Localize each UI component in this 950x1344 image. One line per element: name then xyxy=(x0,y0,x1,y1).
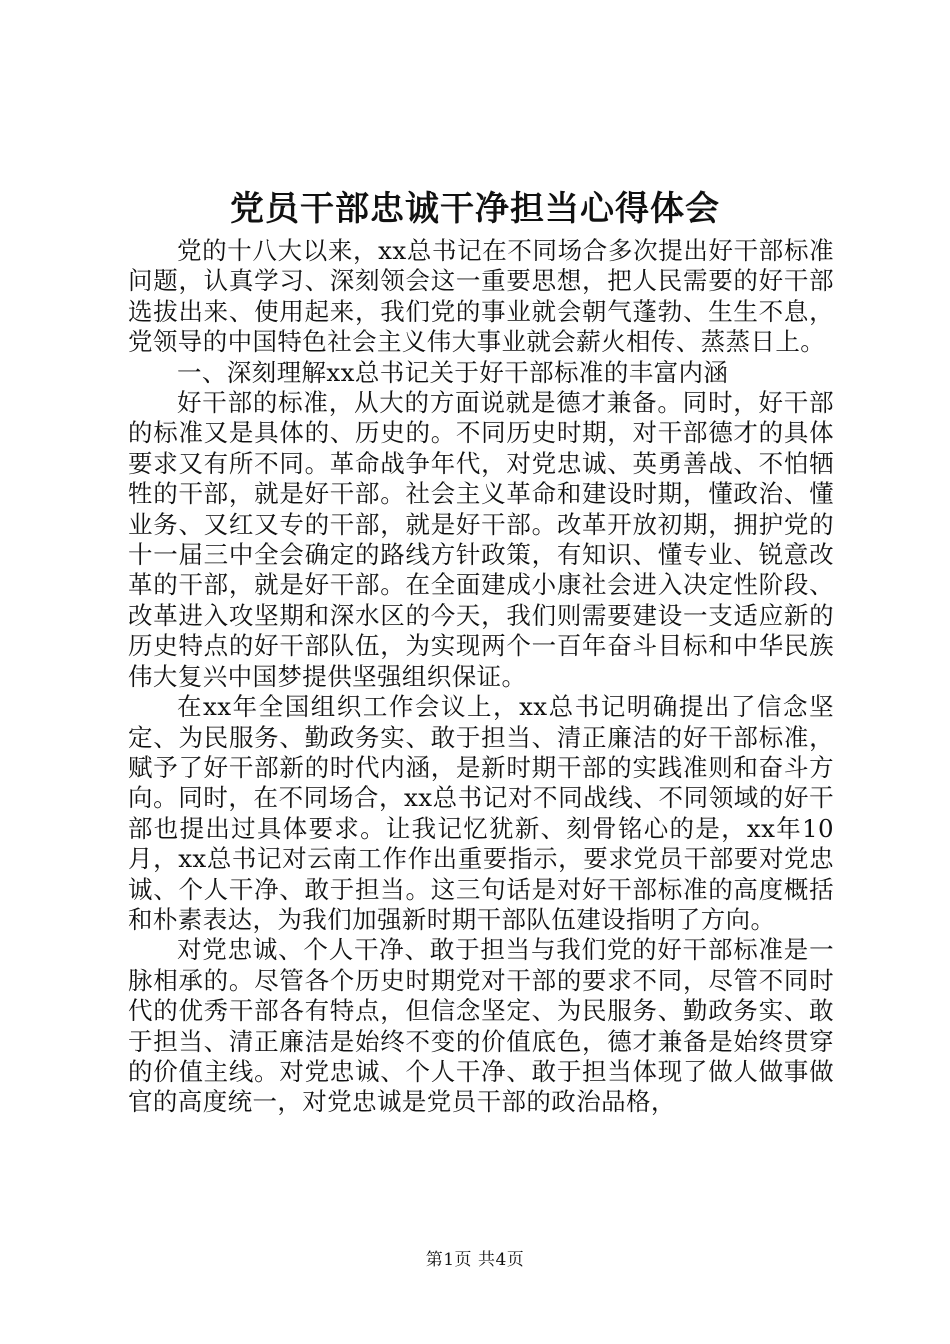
paragraph-loyalty: 对党忠诚、个人干净、敢于担当与我们党的好干部标准是一脉相承的。尽管各个历史时期党对干部的要求不同，尽管不同时代的优秀干部各有特点，但信念坚定、为民服务、勤政务实、敢于担当、清正廉洁是始终不变的价值底色，德才兼备是始终贯穿的价值主线。对党忠诚、个人干净、敢于担当体现了做人做事做官的高度统一，对党忠诚是党员干部的政治品格， xyxy=(128,935,834,1117)
document-body xyxy=(128,236,834,1118)
paragraph-standards: 好干部的标准，从大的方面说就是德才兼备。同时，好干部的标准又是具体的、历史的。不同历史时期，对干部德才的具体要求又有所不同。革命战争年代，对党忠诚、英勇善战、不怕牺牲的干部，就是好干部。社会主义革命和建设时期，懂政治、懂业务、又红又专的干部，就是好干部。改革开放初期，拥护党的十一届三中全会确定的路线方针政策，有知识、懂专业、锐意改革的干部，就是好干部。在全面建成小康社会进入决定性阶段、改革进入攻坚期和深水区的今天，我们则需要建设一支适应新的历史特点的好干部队伍，为实现两个一百年奋斗目标和中华民族伟大复兴中国梦提供坚强组织保证。 xyxy=(128,388,834,691)
paragraph-intro: 党的十八大以来，xx总书记在不同场合多次提出好干部标准问题，认真学习、深刻领会这一重要思想，把人民需要的好干部选拔出来、使用起来，我们党的事业就会朝气蓬勃、生生不息，党领导的中国特色社会主义伟大事业就会薪火相传、蒸蒸日上。 xyxy=(128,236,834,357)
document-title: 党员干部忠诚干净担当心得体会 xyxy=(230,189,720,229)
section-heading-1: 一、深刻理解xx总书记关于好干部标准的丰富内涵 xyxy=(177,357,729,387)
page-number-footer: 第1页 共4页 xyxy=(425,1250,525,1270)
paragraph-conference: 在xx年全国组织工作会议上，xx总书记明确提出了信念坚定、为民服务、勤政务实、敢于担当、清正廉洁的好干部标准，赋予了好干部新的时代内涵，是新时期干部的实践准则和奋斗方向。同时，在不同场合，xx总书记对不同战线、不同领域的好干部也提出过具体要求。让我记忆犹新、刻骨铭心的是，xx年10月，xx总书记对云南工作作出重要指示，要求党员干部要对党忠诚、个人干净、敢于担当。这三句话是对好干部标准的高度概括和朴素表达，为我们加强新时期干部队伍建设指明了方向。 xyxy=(128,692,834,934)
